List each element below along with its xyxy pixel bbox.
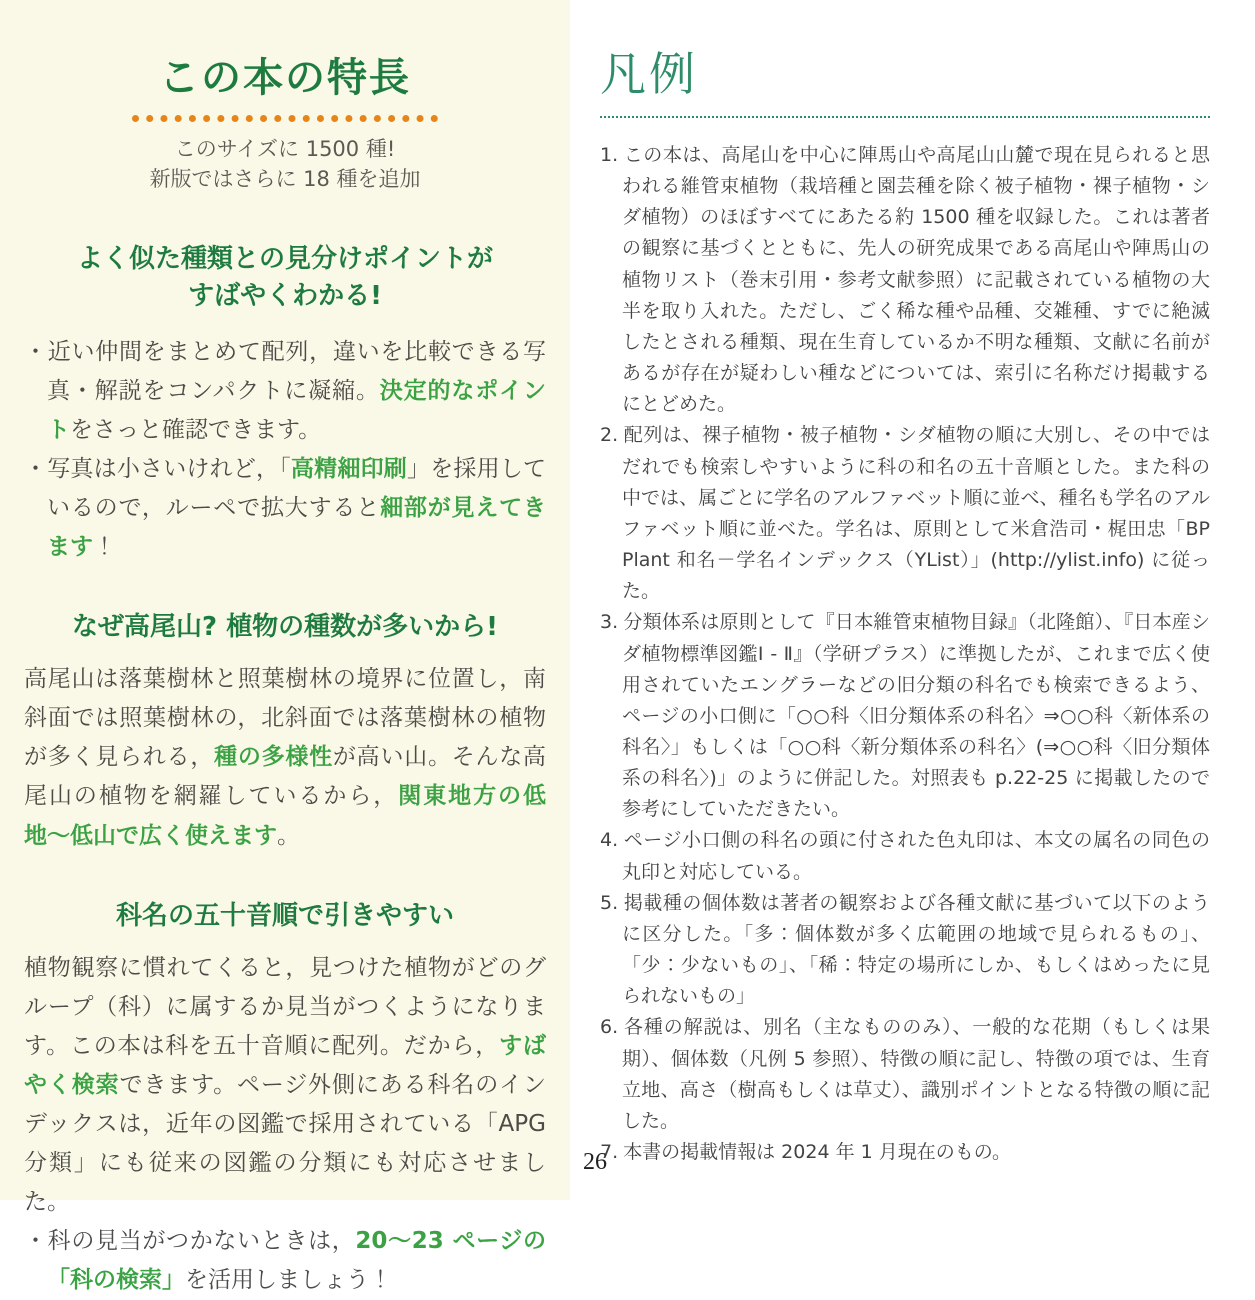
section2-heading: なぜ高尾山? 植物の種数が多いから!: [72, 612, 498, 643]
section3-body: 植物観察に慣れてくると，見つけた植物がどのグループ（科）に属するか見当がつくようになります。この本は科を五十音順に配列。だから，すばやく検索できます。ページ外側にある科名のインデックスは，近年の図鑑で採用されている「APG 分類」にも従来の図鑑の分類にも対応させました。: [24, 954, 547, 1216]
legend-item-7-number: 7.: [600, 1141, 619, 1163]
section3-heading: 科名の五十音順で引きやすい: [115, 900, 454, 931]
legend-item-3-number: 3.: [600, 611, 619, 634]
right-page: [570, 0, 1255, 1200]
legend-item-5-text: 掲載種の個体数は著者の観察および各種文献に基づいて以下のように区分した。「多：個体数が多く広範囲の地域で見られるもの」、「少：少ないもの」、「稀：特定の場所にしか、もしくはめったに見られないもの」: [622, 891, 1210, 1008]
section1-heading-line1: よく似た種類との見分けポイントが: [76, 243, 493, 274]
legend-item-3-text: 分類体系は原則として『日本維管束植物目録』（北隆館）、『日本産シダ植物標準図鑑Ⅰ - Ⅱ』（学研プラス）に準拠したが、これまで広く使用されていたエングラーなどの旧分類の科名でも検索できるよう、ページの小口側に「○○科〈旧分類体系の科名〉⇒○○科〈新体系の科名〉」もしくは「○○科〈新分類体系の科名〉(⇒○○科〈旧分類体系の科名〉)」のように併記した。対照表も p.22-25 に掲載したので参考にしていただきたい。: [622, 611, 1210, 821]
section1-bullet-1: ・近い仲間をまとめて配列，違いを比較できる写真・解説をコンパクトに凝縮。決定的なポイントをさっと確認できます。: [24, 338, 547, 443]
legend-item-4-text: ページ小口側の科名の頭に付された色丸印は、本文の属名の同色の丸印と対応している。: [622, 829, 1210, 883]
left-page: [0, 0, 570, 1294]
legend-item-2-text: 配列は、裸子植物・被子植物・シダ植物の順に大別し、その中ではだれでも検索しやすいように科の和名の五十音順とした。また科の中では、属ごとに学名のアルファベット順に並べ、種名も学名のアルファベット順に並べた。学名は、原則として米倉浩司・梶田忠「BP Plant 和名－学名インデックス（YList）」(http://ylist.info) に従った。: [622, 424, 1210, 603]
left-page-title: この本の特長: [159, 55, 411, 101]
section1-heading: [24, 241, 546, 315]
legend-item-4: [600, 825, 1210, 887]
legend-list: [600, 140, 1210, 1168]
legend-item-6-text: 各種の解説は、別名（主なもののみ）、一般的な花期（もしくは果期）、個体数（凡例 5 参照）、特徴の順に記し、特徴の項では、生育立地、高さ（樹高もしくは草丈）、識別ポイントとなる特徴の順に記した。: [622, 1016, 1210, 1132]
legend-item-5-number: 5.: [600, 891, 619, 914]
legend-item-2: [600, 420, 1210, 607]
green-dotted-rule: [600, 116, 1210, 118]
section1-bullet-2: ・写真は小さいけれど，「高精細印刷」を採用しているので，ルーペで拡大すると細部が見えてきます！: [24, 455, 547, 561]
legend-item-1-number: 1.: [600, 144, 619, 166]
left-page-subtitle: [24, 134, 546, 195]
section1-body: [24, 333, 546, 568]
section3-bullet: ・科の見当がつかないときは，20〜23 ページの「科の検索」を活用しましょう！: [24, 1228, 546, 1294]
subtitle-line-1: このサイズに 1500 種!: [174, 137, 396, 161]
legend-item-1-text: この本は、高尾山を中心に陣馬山や高尾山山麓で現在見られると思われる維管束植物（栽培種と園芸種を除く被子植物・裸子植物・シダ植物）のほぼすべてにあたる約 1500 種を収録した。これは著者の観察に基づくとともに、先人の研究成果である高尾山や陣馬山の植物リスト（巻末引用・参考文献参照）に記載されている植物の大半を取り入れた。ただし、ごく稀な種や品種、交雑種、すでに絶滅したとされる種類、現在生育しているか不明な種類、文献に名前があるが存在が疑わしい種などについては、索引に名称だけ掲載するにとどめた。: [622, 144, 1210, 416]
legend-item-7: [600, 1137, 1210, 1168]
section2-body: 高尾山は落葉樹林と照葉樹林の境界に位置し，南斜面では照葉樹林の，北斜面では落葉樹林の植物が多く見られる，種の多様性が高い山。そんな高尾山の植物を網羅しているから，関東地方の低地〜低山で広く使えます。: [24, 666, 547, 849]
legend-item-1: [600, 140, 1210, 420]
legend-item-6-number: 6.: [600, 1016, 619, 1039]
legend-item-4-number: 4.: [600, 829, 619, 852]
legend-title: 凡例: [600, 47, 698, 101]
subtitle-line-2: 新版ではさらに 18 種を追加: [149, 167, 421, 192]
page-number: 26: [583, 1149, 607, 1175]
orange-dotted-divider: [132, 115, 438, 122]
legend-item-3: [600, 607, 1210, 825]
section1-heading-line2: すばやくわかる!: [188, 280, 382, 311]
legend-item-5: [600, 888, 1210, 1013]
legend-item-2-number: 2.: [600, 424, 619, 447]
legend-item-6: [600, 1012, 1210, 1137]
legend-item-7-text: 本書の掲載情報は 2024 年 1 月現在のもの。: [623, 1141, 1011, 1163]
